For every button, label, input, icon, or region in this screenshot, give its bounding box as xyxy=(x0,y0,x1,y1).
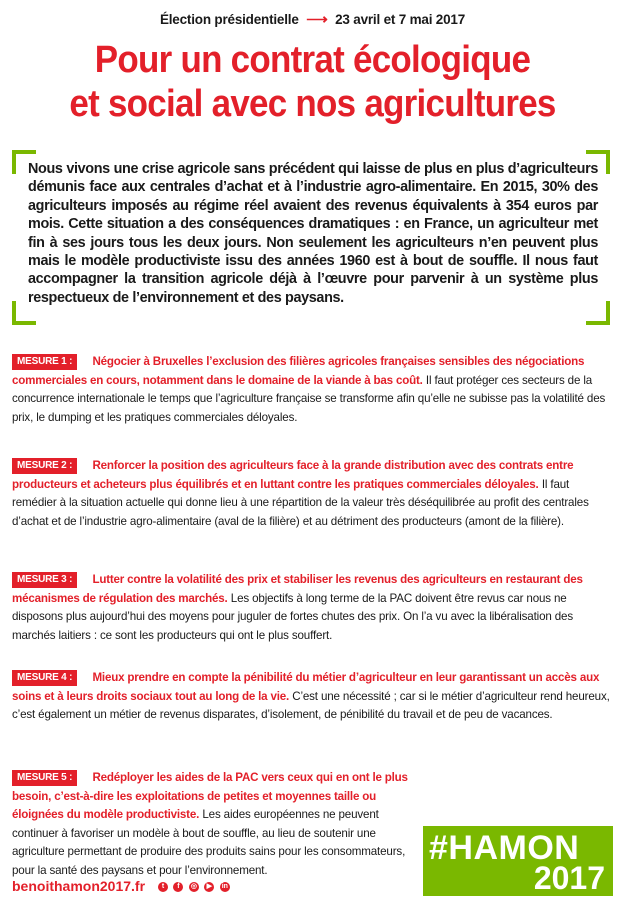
election-header xyxy=(0,10,625,28)
mesure-headline: Renforcer la position des agriculteurs face à la grande distribution avec des contrats entre producteurs et acheteurs plus équilibrés et en luttant contre les pratiques commerciales déloyales. xyxy=(12,459,574,491)
hamon-hashtag: #HAMON xyxy=(429,829,580,867)
page-title xyxy=(25,38,600,126)
mesure-badge: MESURE 4 : xyxy=(12,670,77,686)
mesure-headline: Mieux prendre en compte la pénibilité du métier d’agriculteur en leur garantissant un accès aux soins et à leurs droits sociaux tout au long de la vie. xyxy=(12,671,600,703)
mesure-2 xyxy=(12,457,612,531)
mesure-body: Il faut protéger ces secteurs de la concurrence internationale le temps que l’agriculture française se transforme afin qu’elle ne subisse pas la volatilité des prix, le dumping et les pratiques commerciales déloyales. xyxy=(12,373,606,424)
youtube-icon[interactable]: ▶ xyxy=(204,882,214,892)
facebook-icon[interactable]: f xyxy=(173,882,183,892)
title-line-2: et social avec nos agricultures xyxy=(69,83,556,125)
twitter-icon[interactable]: t xyxy=(158,882,168,892)
mesure-body: Il faut remédier à la situation actuelle qui donne lieu à une répartition de la valeur très déséquilibrée au profit des centrales d’achat et de l’industrie agro-alimentaire (aval de la filière) et au détriment des producteurs (amont de la filière). xyxy=(12,477,589,528)
mesure-headline: Lutter contre la volatilité des prix et stabiliser les revenus des agriculteurs en restaurant des mécanismes de régulation des marchés. xyxy=(12,573,583,605)
hamon-year: 2017 xyxy=(533,860,605,896)
mesure-5 xyxy=(12,769,417,880)
title-line-1: Pour un contrat écologique xyxy=(94,39,531,81)
hamon-2017-logo xyxy=(423,826,613,896)
intro-box xyxy=(12,150,610,325)
social-icons xyxy=(158,882,231,900)
arrow-right-icon: ⟶ xyxy=(306,11,328,28)
intro-text: Nous vivons une crise agricole sans précédent qui laisse de plus en plus d’agriculteurs démunis face aux centrales d’achat et à l’industrie agro-alimentaire. En 2015, 30% des agriculteurs imposés au régime réel avaient des revenus équivalents à 354 euros par mois. Cette situation a des conséquences dramatiques : en France, un agriculteur met fin à ses jours tous les deux jours. Non seulement les agriculteurs n’en peuvent plus mais le modèle productiviste issu des années 1960 est à bout de souffle. Il nous faut accompagner la transition agricole déjà à l’œuvre pour parvenir à un système plus respectueux de l’environnement et des paysans. xyxy=(28,161,598,306)
election-dates: 23 avril et 7 mai 2017 xyxy=(335,12,466,27)
mesure-headline: Négocier à Bruxelles l’exclusion des filières agricoles françaises sensibles des négociations commerciales en cours, notamment dans le domaine de la viande à bas coût. xyxy=(12,355,585,387)
mesure-headline: Redéployer les aides de la PAC vers ceux qui en ont le plus besoin, c’est-à-dire les exploitations de petites et moyennes taille ou éloignées du modèle productiviste. xyxy=(12,771,408,821)
instagram-icon[interactable]: ◎ xyxy=(190,883,197,890)
linkedin-icon[interactable]: in xyxy=(221,883,228,890)
website-link[interactable]: benoithamon2017.fr xyxy=(12,878,146,894)
mesure-1 xyxy=(12,353,612,427)
mesure-badge: MESURE 2 : xyxy=(12,458,77,474)
mesure-badge: MESURE 1 : xyxy=(12,354,77,370)
mesure-badge: MESURE 3 : xyxy=(12,572,77,588)
mesure-body: C’est une nécessité ; car si le métier d’agriculteur rend heureux, c’est également un métier de revenus disparates, d’isolement, de pénibilité du travail et de peu de vacances. xyxy=(12,689,610,721)
mesure-3 xyxy=(12,571,612,645)
election-label: Élection présidentielle xyxy=(159,12,299,27)
mesure-badge: MESURE 5 : xyxy=(12,770,77,786)
mesure-body: Les aides européennes ne peuvent continuer à favoriser un modèle à bout de souffle, au lieu de soutenir une agriculture permettant de produire des produits sains pour les consommateurs, pour la santé des paysans et pour l’environnement. xyxy=(12,808,406,877)
mesure-body: Les objectifs à long terme de la PAC doivent être revus car nous ne disposons plus aujourd’hui des moyens pour juguler de fortes chutes des prix. On l’a vu avec la libéralisation des marchés laitiers : ce sont les producteurs qui ont le plus souffert. xyxy=(12,591,573,642)
mesure-4 xyxy=(12,669,612,725)
